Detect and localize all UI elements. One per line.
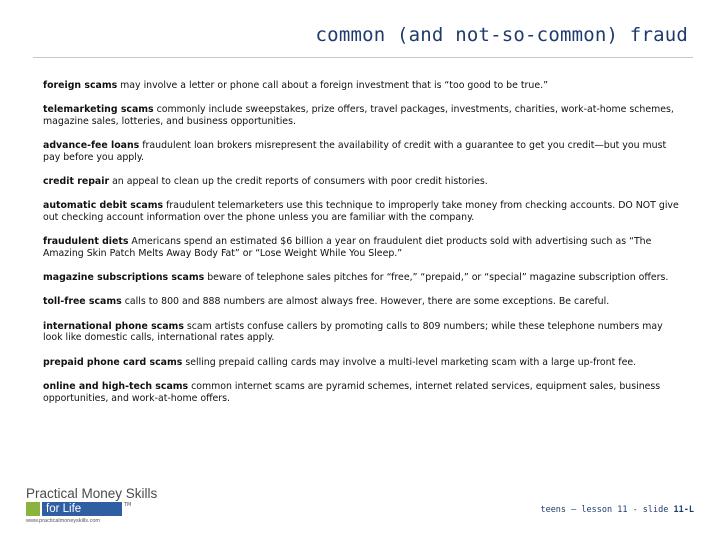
item-term: toll-free scams (43, 296, 122, 308)
item-term: automatic debit scams (43, 200, 164, 212)
item-description: an appeal to clean up the credit reports of consumers with poor credit histories. (112, 176, 488, 188)
slide-number: 11-L (673, 505, 694, 515)
logo-trademark: TM (124, 502, 132, 508)
item-description: common internet scams are pyramid schemes, internet related services, equipment sales, business opportunities, and work-at-home offers. (43, 381, 661, 404)
item-description: fraudulent loan brokers misrepresent the availability of credit with a guarantee to get you credit—but you must pay before you apply. (43, 140, 667, 163)
item-description: Americans spend an estimated $6 billion a year on fraudulent diet products sold with advertising such as “The Amazing Skin Patch Melts Away Body Fat” or “Lose Weight While You Sleep.” (43, 236, 652, 259)
item-term: fraudulent diets (43, 236, 129, 248)
item-term: international phone scams (43, 320, 184, 332)
practical-money-skills-logo (26, 486, 176, 530)
item-description: selling prepaid calling cards may involve a multi-level marketing scam with a large up-front fee. (185, 356, 637, 368)
item-description: calls to 800 and 888 numbers are almost always free. However, there are some exceptions. Be careful. (124, 296, 610, 308)
logo-url: www.practicalmoneyskills.com (26, 518, 100, 524)
list-item (43, 200, 683, 223)
logo-band (26, 502, 176, 516)
item-description: commonly include sweepstakes, prize offers, travel packages, investments, charities, work-at-home schemes, magazine sales, lotteries, and business opportunities. (43, 104, 674, 127)
list-item (43, 381, 683, 404)
title-divider (33, 57, 693, 58)
list-item (43, 236, 683, 259)
item-term: magazine subscriptions scams (43, 272, 205, 284)
logo-green-square (26, 502, 40, 516)
item-term: prepaid phone card scams (43, 356, 183, 368)
logo-wordmark: Practical Money Skills (26, 486, 158, 501)
item-term: telemarketing scams (43, 104, 154, 116)
item-description: fraudulent telemarketers use this technique to improperly take money from checking accounts. DO NOT give out checking account information over the phone unless you are familiar with the company. (43, 200, 679, 223)
logo-for-life: for Life (42, 502, 122, 516)
list-item (43, 357, 683, 368)
list-item (43, 272, 683, 283)
item-term: advance-fee loans (43, 140, 140, 152)
item-description: scam artists confuse callers by promoting calls to 809 numbers; while these telephone numbers may look like domestic calls, international rates apply. (43, 320, 663, 344)
list-item (43, 140, 683, 163)
list-item (43, 80, 683, 91)
list-item (43, 296, 683, 307)
list-item (43, 104, 683, 127)
item-description: may involve a letter or phone call about a foreign investment that is “too good to be true.” (120, 80, 548, 91)
item-term: online and high-tech scams (43, 381, 189, 393)
item-term: foreign scams (43, 80, 118, 91)
item-term: credit repair (43, 176, 110, 188)
page-title: common (and not-so-common) fraud (315, 24, 688, 46)
item-description: beware of telephone sales pitches for “free,” “prepaid,” or “special” magazine subscription offers. (207, 272, 669, 284)
footer-lesson-text: teens – lesson 11 - slide (540, 505, 674, 515)
fraud-list (43, 80, 683, 417)
list-item (43, 176, 683, 187)
list-item (43, 321, 683, 344)
slide-footer (540, 505, 694, 515)
